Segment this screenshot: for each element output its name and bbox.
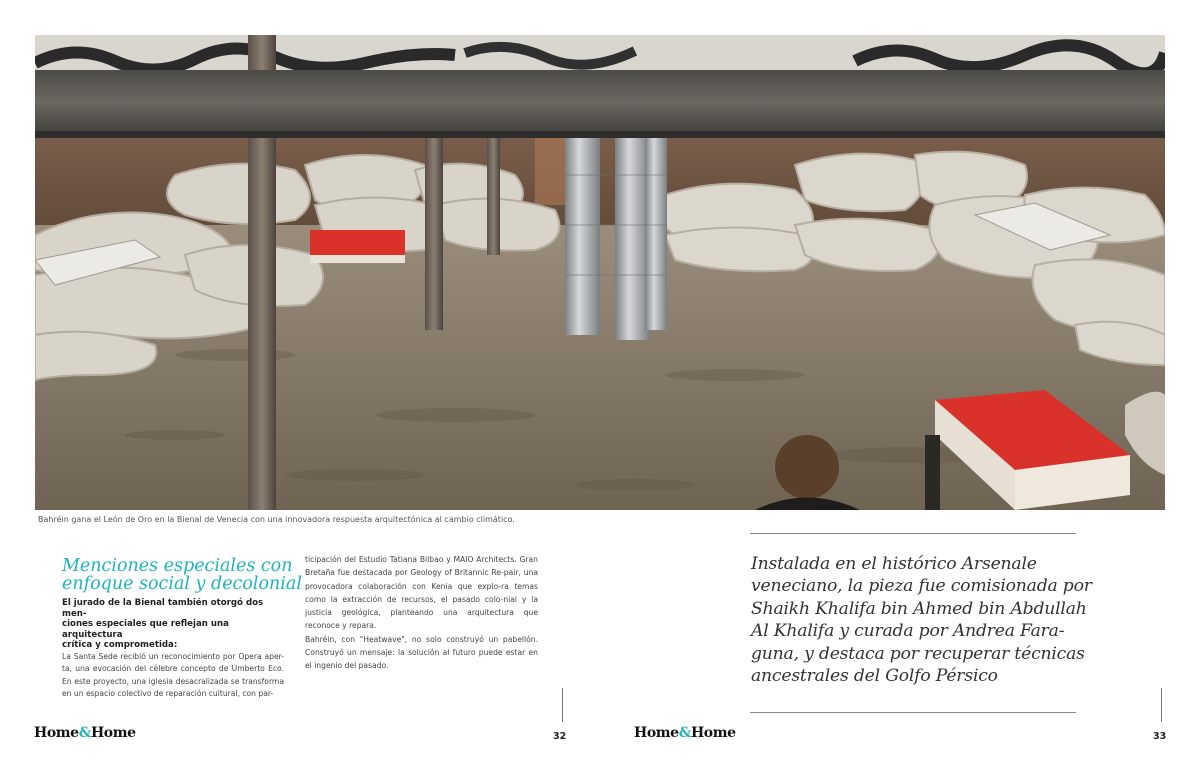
- heading-line: enfoque social y decolonial: [62, 574, 302, 594]
- body-paragraph: Bahréin, con "Heatwave", no solo construyó un pabellón. Construyó un mensaje: la solución al futuro puede estar en el ingenio del pasado.: [305, 634, 538, 671]
- quote-line: Al Khalifa y curada por Andrea Fara-: [751, 621, 1065, 642]
- logo-ampersand: &: [678, 725, 691, 741]
- page-number-right: 33: [1153, 731, 1167, 742]
- lead-line: ciones especiales que reflejan una arquitectura: [62, 619, 229, 640]
- logo-word: Home: [90, 725, 136, 741]
- body-paragraph: La Santa Sede recibió un reconocimiento por Opera aper-ta, una evocación del célebre concepto de Umberto Eco. En este proyecto, una iglesia desacralizada se transforma en un espacio colectivo de reparación cultural, con par-: [62, 651, 284, 698]
- body-paragraph: ticipación del Estudio Tatiana Bilbao y MAIO Architects. Gran Bretaña fue destacada por Geology of Britannic Re-pair, una provocadora colaboración con Kenia que explo-ra temas como la extracción de recursos, el pasado colo-nial y la justicia geológica, planteando una arquitectura que reconoce y repara.: [305, 555, 538, 631]
- brand-logo-left: [34, 725, 136, 741]
- logo-ampersand: &: [78, 725, 91, 741]
- logo-word: Home: [690, 725, 736, 741]
- lead-line: crítica y comprometida:: [62, 640, 178, 651]
- pull-quote: [751, 553, 1092, 687]
- quote-line: veneciano, la pieza fue comisionada por: [751, 576, 1092, 597]
- page-number-left: 32: [553, 731, 567, 742]
- quote-rule-bottom: [750, 712, 1076, 713]
- page-divider-left: [562, 688, 563, 722]
- article-column-2: [305, 553, 538, 673]
- brand-logo-right: [634, 725, 736, 741]
- section-heading: [62, 557, 302, 593]
- quote-line: Instalada en el histórico Arsenale: [751, 554, 1037, 574]
- photo-caption: Bahréin gana el León de Oro en la Bienal de Venecia con una innovadora respuesta arquitectónica al cambio climático.: [38, 515, 515, 524]
- quote-rule-top: [750, 533, 1076, 534]
- page-divider-right: [1161, 688, 1162, 722]
- quote-line: ancestrales del Golfo Pérsico: [751, 666, 998, 687]
- quote-line: Shaikh Khalifa bin Ahmed bin Abdullah: [751, 598, 1087, 619]
- article-column-1: [62, 598, 284, 700]
- quote-line: guna, y destaca por recuperar técnicas: [751, 643, 1085, 664]
- lead-line: El jurado de la Bienal también otorgó dos men-: [62, 598, 264, 619]
- lead-paragraph: [62, 598, 284, 651]
- logo-word: Home: [634, 725, 679, 741]
- logo-word: Home: [34, 725, 79, 741]
- hero-photo: [35, 35, 1165, 510]
- heading-line: Menciones especiales con: [62, 556, 293, 576]
